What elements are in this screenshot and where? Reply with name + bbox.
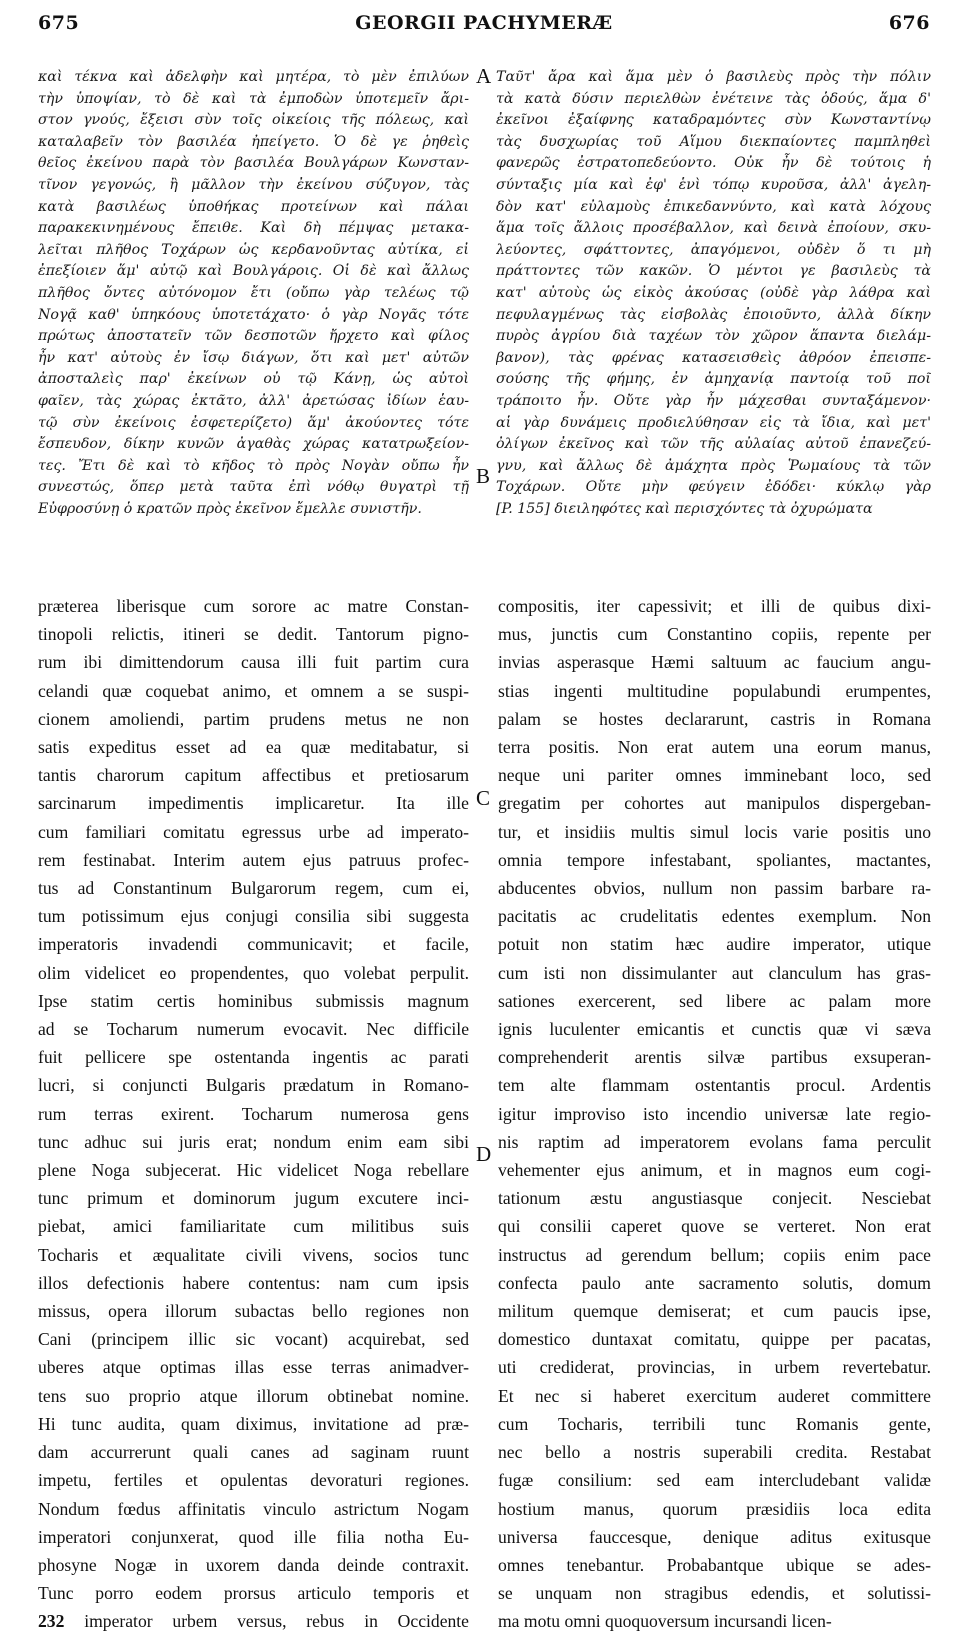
greek-left-line: ἦν κατ' αὐτοὺς ἐν ἴσῳ διάγων, ὅτι καὶ μετ' αὐτῶν <box>38 349 469 366</box>
latin-left-line: uberes atque optimas illas esse terras animadver- <box>38 1357 469 1378</box>
greek-right-line: τὰ κατὰ δύσιν περιελθὼν ἐνέτεινε τὰς ὁδούς, ἅμα δ' <box>496 90 931 107</box>
greek-right-line: σύνταξις μία καὶ ἐφ' ἑνὶ τόπῳ κυροῦσα, ἀλλ' ἀγελη- <box>496 176 931 193</box>
latin-right-line: invias asperasque Hæmi saltuum ac faucium angu- <box>498 652 931 673</box>
latin-right-line: cum Tocharis, terribili tunc Romanis gente, <box>498 1413 931 1434</box>
latin-left-line: Ipse statim certis hominibus submissis magnum <box>38 990 469 1011</box>
greek-right-line: ἐκεῖνοι ἐξαίφνης καταδραμόντες σὺν Κωνσταντίνῳ <box>496 112 931 129</box>
page-number-right: 676 <box>888 12 930 34</box>
greek-right-line: τράποιτο ἦν. Οὔτε γὰρ ἦν μάχεσθαι συνταξάμενον· <box>496 392 931 409</box>
greek-right-line: γνυ, καὶ ἄλλως δὲ ἀμάχητα πρὸς Ῥωμαίους τὰ τῶν <box>496 457 931 474</box>
latin-right-line: pacitatis ac crudelitatis edentes exemplum. Non <box>498 906 931 927</box>
greek-left-line: τῷ σὺν ἐκείνοις ἐσφετερίζετο) ἅμ' ἀκούοντες τότε <box>38 414 469 431</box>
greek-left-line: συνεστώς, ὅπερ μετὰ ταῦτα ἐπὶ νόθῳ θυγατρὶ τῇ <box>38 479 469 496</box>
latin-right-line: qui consilii caperet quove se verteret. Non erat <box>498 1216 931 1237</box>
greek-left-line: φαῖεν, τὰς χώρας ἐκτᾶτο, ἀλλ' ἀρετώσας ἰδίων ἑαυ- <box>38 392 469 409</box>
latin-left-line: piebat, amici familiaritate cum militibus suis <box>38 1216 469 1237</box>
latin-left-line: tus ad Constantinum Bulgarorum regem, cum ei, <box>38 878 469 899</box>
margin-marker-a: A <box>476 64 492 88</box>
greek-right-line: αἱ γὰρ δυνάμεις προδιελύθησαν εἰς τὰ ἴδια, καὶ μετ' <box>496 414 931 431</box>
margin-marker-b: B <box>476 464 491 488</box>
latin-left-line: lucri, si conjuncti Bulgaris prædatum in Romano- <box>38 1075 469 1096</box>
greek-left-line: παρακεκινημένους ἔπειθε. Καὶ δὴ πέμψας μετακα- <box>38 220 469 237</box>
greek-left-line: πλῆθος ὄντες αὐτόνομον ἔτι (οὔπω γὰρ τελέως τῷ <box>38 284 469 301</box>
margin-marker-c: C <box>476 786 491 810</box>
greek-left-line: τὴν ὑποψίαν, τὸ δὲ καὶ τὰ ἐμποδὼν ὑποτεμεῖν ἄρι- <box>38 90 469 107</box>
greek-left-line: θεῖος ἐκείνου παρὰ τὸν βασιλέα Βουλγάρων Κωνσταν- <box>38 155 469 172</box>
latin-left-line: dam accurrerunt quali canes ad saginam ruunt <box>38 1442 469 1463</box>
latin-right-line: vehementer ejus animum, et in magnos eum cogi- <box>498 1160 931 1181</box>
greek-column-right <box>496 67 931 520</box>
latin-left-line: impetu, fertiles et opulentas devoraturi regiones. <box>38 1470 469 1491</box>
latin-left-line: tunc adhuc sui juris erat; nondum enim eam sibi <box>38 1131 469 1152</box>
latin-left-line: cum familiari comitatu egressus urbe ad imperato- <box>38 821 469 842</box>
latin-right-line: hostium manus, quorum præsidiis loca edita <box>498 1498 931 1519</box>
greek-right-line: ἅμα τοῖς ἄλλοις προσέβαλλον, καὶ δεινὰ ἐποίουν, σκυ- <box>496 220 931 237</box>
latin-right-line: militum quemque demiserat; et cum paucis ipse, <box>498 1301 931 1322</box>
latin-right-line: tem alte flammam ostentantis procul. Ardentis <box>498 1075 931 1096</box>
latin-right-line: abducentes obvios, nullum non passim barbare ra- <box>498 878 931 899</box>
latin-left-line: illos defectionis habere contentus: nam cum ipsis <box>38 1272 469 1293</box>
latin-left-line: Cani (principem illic sic vocant) acquirebat, sed <box>38 1329 469 1350</box>
latin-right-line: palam se hostes declararunt, castris in Romana <box>498 708 931 729</box>
latin-left-line: sarcinarum impedimentis implicaretur. Ita ille <box>38 793 469 814</box>
greek-left-line: Νογᾷ καθ' ὑπηκόους ὑποτετάχατο· ὁ γὰρ Νογᾶς τότε <box>38 306 469 323</box>
greek-right-line: Ταῦτ' ἄρα καὶ ἅμα μὲν ὁ βασιλεὺς πρὸς τὴν πόλιν <box>496 69 931 85</box>
latin-right-line: Et nec si haberet exercitum auderet committere <box>498 1385 931 1406</box>
latin-column-right <box>498 592 931 1636</box>
latin-left-line: imperatori conjunxerat, quod ille filia notha Eu- <box>38 1526 469 1547</box>
latin-right-line: neque uni pariter omnes imminebant loco, sed <box>498 765 931 786</box>
latin-right-line: domestico duntaxat comitatu, quippe per pacatas, <box>498 1329 931 1350</box>
greek-right-line: ὀλίγων ἐκεῖνος καὶ τῶν τῆς αὐλαίας αὐτοῦ ἐπανεζεύ- <box>496 436 931 453</box>
greek-left-line: τες. Ἔτι δὲ καὶ τὸ κῆδος τὸ πρὸς Νογὰν οὔπω ἦν <box>38 457 469 474</box>
greek-column-left <box>38 67 469 520</box>
latin-right-line: gregatim per cohortes aut manipulos dispergeban- <box>498 793 931 814</box>
latin-right-line: ma motu omni quoquoversum incursandi licen- <box>498 1611 832 1632</box>
latin-right-line: nis raptim ad imperatorem evolans fama perculit <box>498 1131 931 1152</box>
latin-right-line: cum isti non dissimulanter aut clanculum has gras- <box>498 962 931 983</box>
latin-right-line: universa fauccesque, denique aditus exitusque <box>498 1526 931 1547</box>
latin-right-line: tationum æstu angustiasque conjecit. Nesciebat <box>498 1188 931 1209</box>
greek-right-line: Τοχάρων. Οὔτε μὴν φεύγειν ἐδόδει· κύκλῳ γὰρ <box>496 479 931 496</box>
latin-right-line: tur, et insidiis multis simul locis varie positis uno <box>498 821 931 842</box>
latin-left-line: olim videlicet eo propendentes, quo volebat perpulit. <box>38 962 469 983</box>
latin-right-line: se unquam non stragibus edendis, et solutissi- <box>498 1583 931 1604</box>
latin-left-line: satis expeditus esset ad ea quæ meditabatur, si <box>38 737 469 758</box>
greek-left-line: καὶ τέκνα καὶ ἀδελφὴν καὶ μητέρα, τὸ μὲν ἐπιλύων <box>38 69 469 85</box>
running-title: GEORGII PACHYMERÆ <box>355 12 613 34</box>
greek-right-line: [P. 155] διειληφότες καὶ περισχόντες τὰ ὀχυρώματα <box>496 500 873 517</box>
greek-left-line: καταλαβεῖν τὸν βασιλέα ἠπείγετο. Ὁ δὲ γε ῥηθεὶς <box>38 133 469 150</box>
latin-left-line: Tocharis et æqualitate civili vivens, socios tunc <box>38 1244 469 1265</box>
latin-left-line: imperator urbem versus, rebus in Occidente <box>84 1611 469 1632</box>
latin-right-line: mus, junctis cum Constantino copiis, repente per <box>498 624 931 645</box>
latin-right-line: nec bello a nostris superabili credita. Restabat <box>498 1442 931 1463</box>
greek-right-line: πυρὸς ἀγρίου διὰ ταχέων τὸν χῶρον ἅπαντα διελάμ- <box>496 328 931 345</box>
latin-left-line: celandi quæ coquebat animo, et omnem a se suspi- <box>38 680 469 701</box>
latin-right-line: comprehenderit arentis silvæ partibus exsuperan- <box>498 1047 931 1068</box>
latin-left-line: imperatoris invadendi communicavit; et facile, <box>38 934 469 955</box>
greek-right-line: βανον), τὰς φρένας κατασεισθεὶς ἀθρόον ἐπεισπε- <box>496 349 931 366</box>
greek-left-line: κατὰ βασιλέως ὑποθήκας προτείνων καὶ πάλαι <box>38 198 469 215</box>
latin-right-line: potuit non statim hæc audire imperator, utique <box>498 934 931 955</box>
latin-left-line: tinopoli relictis, itineri se dedit. Tantorum pigno- <box>38 624 469 645</box>
greek-left-line: στον γνούς, ἔξεισι σὺν τοῖς οἰκείοις τῆς πόλεως, καὶ <box>38 112 469 129</box>
line-number: 232 <box>38 1611 65 1632</box>
greek-left-line: ἐπεξίοιεν ἅμ' αὐτῷ καὶ Βουλγάροις. Οἱ δὲ καὶ ἄλλως <box>38 263 469 280</box>
latin-left-line: missus, opera illorum subactas bello regiones non <box>38 1301 469 1322</box>
latin-left-line: rem festinabat. Interim autem ejus patruus profec- <box>38 849 469 870</box>
greek-left-line: τῖνον γεγονώς, ἢ μᾶλλον τὴν ἐκείνου σύζυγον, τὰς <box>38 176 469 193</box>
page-header <box>38 4 930 44</box>
latin-right-line: uti crediderat, provincias, in urbem revertebatur. <box>498 1357 931 1378</box>
latin-left-line: plene Noga subjecerat. Hic videlicet Noga rebellare <box>38 1160 469 1181</box>
latin-left-line: Tunc porro eodem prorsus articulo temporis et <box>38 1583 469 1604</box>
greek-right-line: πράττοντες τῶν κακῶν. Ὁ μέντοι γε βασιλεὺς τὰ <box>496 263 931 280</box>
latin-left-line: tens suo proprio atque illorum obtinebat nomine. <box>38 1385 469 1406</box>
greek-left-line: ἔσπευδον, δίκην κυνῶν ἀγαθὰς χώρας κατατρωξείον- <box>38 436 469 453</box>
latin-right-line: igitur improviso isto incendio universæ late regio- <box>498 1103 931 1124</box>
latin-right-line: ignis luculenter emicantis et cunctis quæ vi sæva <box>498 1019 931 1040</box>
latin-right-line: omnes tenebantur. Probabantque ubique se ades- <box>498 1554 931 1575</box>
greek-right-line: τὰς δυσχωρίας τοῦ Αἵμου διεκπαίοντες παμπληθεὶ <box>496 133 931 150</box>
latin-right-line: stias ingenti multitudine populabundi erumpentes, <box>498 680 931 701</box>
latin-left-line: præterea liberisque cum sorore ac matre Constan- <box>38 596 469 616</box>
margin-marker-d: D <box>476 1142 492 1166</box>
latin-left-final-line <box>38 1607 469 1635</box>
latin-right-line: omnia tempore infestabant, spoliantes, mactantes, <box>498 849 931 870</box>
greek-right-line: δὸν κατ' εὐλαμοὺς ἐπικεδαννύντο, καὶ κατὰ λόχους <box>496 198 931 215</box>
latin-column-left <box>38 592 469 1636</box>
latin-left-line: ad se Tocharum numerum evocavit. Nec difficile <box>38 1019 469 1040</box>
latin-left-line: rum ibi dimittendorum causa illi fuit partim cura <box>38 652 469 673</box>
greek-right-line: λεύοντες, σφάττοντες, ἀπαγόμενοι, οὐδὲν ὅ τι μὴ <box>496 241 931 258</box>
latin-left-line: cionem amoliendi, partim prudens metus ne non <box>38 708 469 729</box>
latin-left-line: phosyne Nogæ in uxorem danda deinde contraxit. <box>38 1554 469 1575</box>
page-number-left: 675 <box>38 12 80 34</box>
greek-left-line: λεῖται πλῆθος Τοχάρων ὡς κερδανοῦντας αὐτίκα, εἰ <box>38 241 469 258</box>
latin-right-line: terra positis. Non erat autem una eorum manus, <box>498 737 931 758</box>
latin-right-line: sationes exercerent, sed libere ac palam more <box>498 990 931 1011</box>
latin-left-line: rum terras exirent. Tocharum numerosa gens <box>38 1103 469 1124</box>
latin-right-line: fugæ consilium: sed eam intercludebant validæ <box>498 1470 931 1491</box>
greek-left-line: ἀποσταλεὶς παρ' ἐκείνων οὐ τῷ Κάνῃ, ὡς αὐτοὶ <box>38 371 469 388</box>
latin-left-line: Hi tunc audita, quam diximus, invitatione ad præ- <box>38 1413 469 1434</box>
latin-left-line: Nondum fœdus affinitatis vinculo astrictum Nogam <box>38 1498 469 1519</box>
greek-right-line: σούσης τῆς φήμης, ἐν ἀμηχανίᾳ παντοίᾳ τοῦ ποῖ <box>496 371 931 388</box>
greek-right-line: κατ' αὐτοὺς ὡς εἰκὸς ἀκούσας (οὐδὲ γὰρ λάθρα καὶ <box>496 284 931 301</box>
latin-right-line: instructus ad gerendum bellum; copiis enim pace <box>498 1244 931 1265</box>
greek-left-line: πρώτως ἀποστατεῖν τῶν δεσποτῶν ἤρχετο καὶ φίλος <box>38 328 469 345</box>
greek-right-line: πεφυλαγμένως τὰς εἰσβολὰς ἐποιοῦντο, ἀλλὰ δίκην <box>496 306 931 323</box>
latin-left-line: tantis charorum capitum affectibus et pretiosarum <box>38 765 469 786</box>
latin-right-line: compositis, iter capessivit; et illi de quibus dixi- <box>498 596 931 616</box>
latin-left-line: tunc primum et dominorum jugum excutere inci- <box>38 1188 469 1209</box>
latin-left-line: fuit pellicere spe ostentanda ingentis ac parati <box>38 1047 469 1068</box>
latin-left-line: tum potissimum ejus conjugi consilia sibi suggesta <box>38 906 469 927</box>
greek-left-line: Εὐφροσύνῃ ὁ κρατῶν πρὸς ἐκεῖνον ἔμελλε συνιστῆν. <box>38 500 422 517</box>
greek-right-line: φανερῶς ἐστρατοπεδεύοντο. Οὐκ ἦν δὲ τούτοις ἡ <box>496 155 931 172</box>
latin-right-line: confecta paulo ante sacramento solutis, domum <box>498 1272 931 1293</box>
